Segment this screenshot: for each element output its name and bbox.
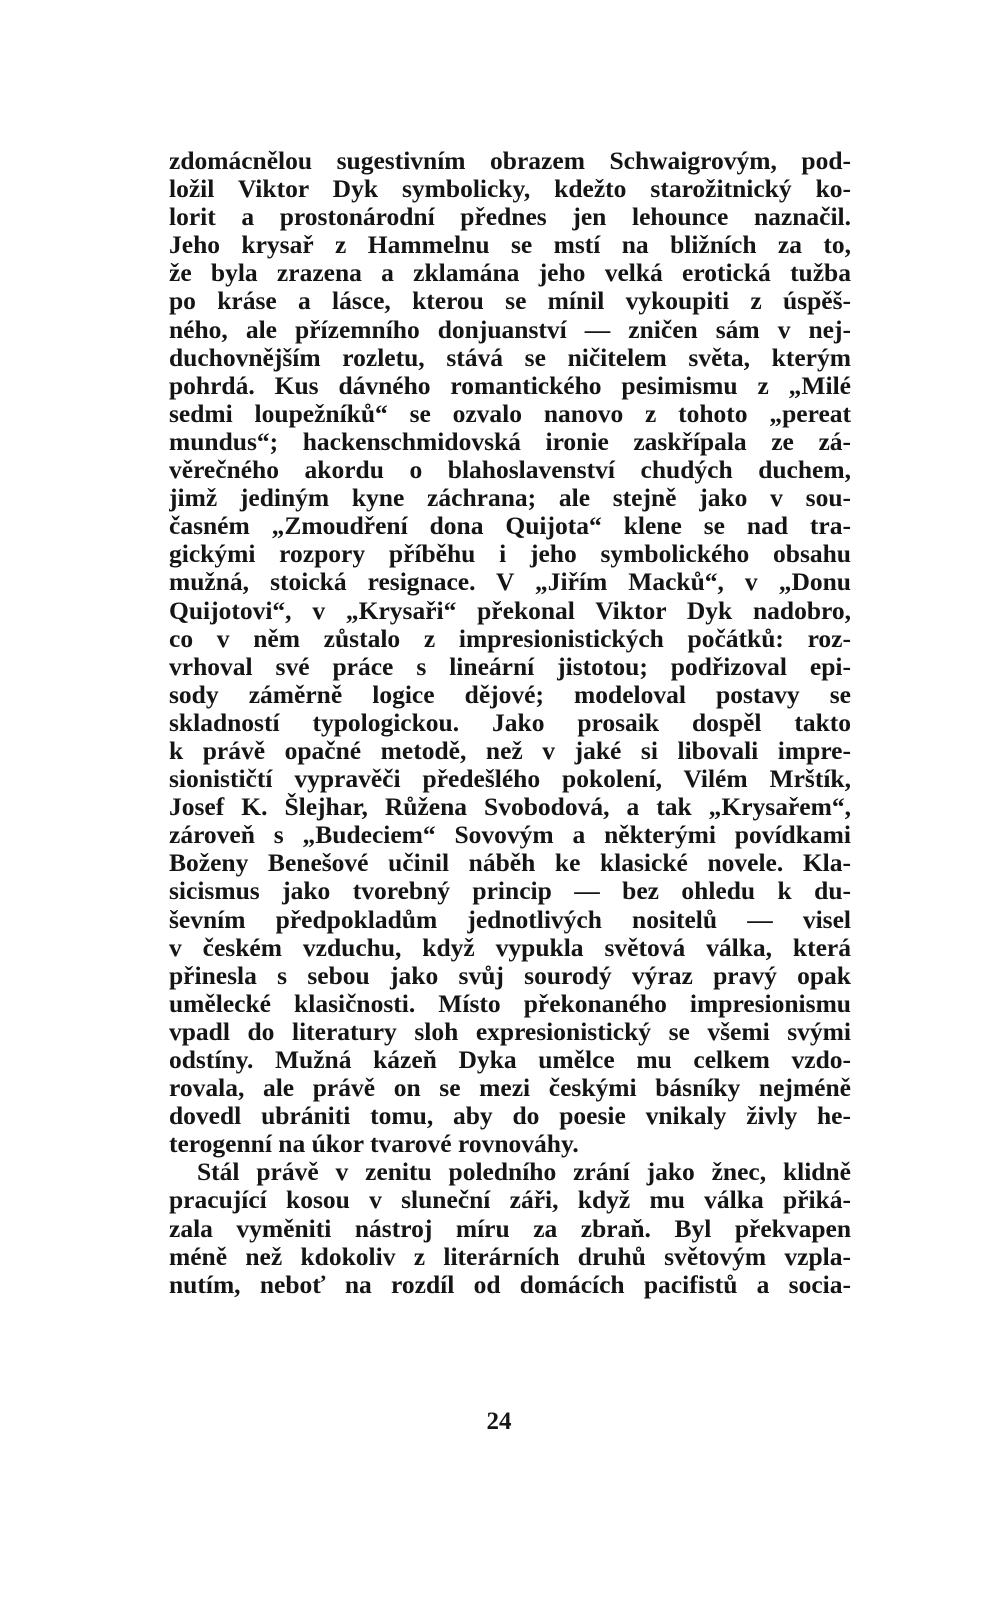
page-number: 24: [486, 1408, 512, 1435]
text-line: sedmi loupežníků“ se ozvalo nanovo z tohoto „pereat: [169, 399, 851, 428]
text-line: mundus“; hackenschmidovská ironie zaskřípala ze zá-: [169, 427, 851, 456]
text-line: zároveň s „Budeciem“ Sovovým a některými povídkami: [169, 821, 851, 850]
text-line: nutím, neboť na rozdíl od domácích pacifistů a socia-: [169, 1270, 851, 1299]
text-line: časném „Zmoudření dona Quijota“ klene se nad tra-: [169, 512, 851, 541]
text-line: umělecké klasičnosti. Místo překonaného impresionismu: [169, 989, 851, 1018]
text-line: jimž jediným kyne záchrana; ale stejně jako v sou-: [169, 484, 851, 513]
text-line: po kráse a lásce, kterou se mínil vykoupiti z úspěš-: [169, 287, 851, 316]
text-line: Josef K. Šlejhar, Růžena Svobodová, a tak „Krysařem“,: [169, 793, 851, 822]
text-line: Stál právě v zenitu poledního zrání jako žnec, klidně: [197, 1158, 851, 1187]
text-line: zala vyměniti nástroj míru za zbraň. Byl překvapen: [169, 1214, 851, 1243]
text-line: dovedl ubrániti tomu, aby do poesie vnikaly živly he-: [169, 1102, 851, 1131]
text-line: zdomácnělou sugestivním obrazem Schwaigrovým, pod-: [169, 147, 851, 175]
text-line: ložil Viktor Dyk symbolicky, kdežto starožitnický ko-: [169, 175, 851, 204]
text-line: méně než kdokoliv z literárních druhů světovým vzpla-: [169, 1242, 851, 1271]
text-line: sionističtí vypravěči předešlého pokolení, Vilém Mrštík,: [169, 765, 851, 794]
text-line: Quijotovi“, v „Krysaři“ překonal Viktor Dyk nadobro,: [169, 596, 851, 625]
text-line: terogenní na úkor tvarové rovnováhy.: [169, 1130, 579, 1159]
text-line: k právě opačné metodě, než v jaké si libovali impre-: [169, 736, 851, 765]
text-line: Jeho krysař z Hammelnu se mstí na bližních za to,: [169, 231, 851, 260]
text-line: duchovnějším rozletu, stává se ničitelem světa, kterým: [169, 343, 851, 372]
text-line: v českém vzduchu, když vypukla světová válka, která: [169, 933, 851, 962]
text-line: sicismus jako tvorebný princip — bez ohledu k du-: [169, 877, 851, 906]
text-line: vrhoval své práce s lineární jistotou; podřizoval epi-: [169, 652, 851, 681]
text-line: přinesla s sebou jako svůj sourodý výraz pravý opak: [169, 961, 851, 990]
text-line: rovala, ale právě on se mezi českými básníky nejméně: [169, 1074, 851, 1103]
text-line: věrečného akordu o blahoslavenství chudých duchem,: [169, 456, 851, 485]
text-line: že byla zrazena a zklamána jeho velká erotická tužba: [169, 259, 851, 288]
text-line: vpadl do literatury sloh expresionistický se všemi svými: [169, 1017, 851, 1046]
text-line: mužná, stoická resignace. V „Jiřím Macků“, v „Donu: [169, 568, 851, 597]
text-line: lorit a prostonárodní přednes jen lehounce naznačil.: [169, 203, 851, 232]
text-line: pohrdá. Kus dávného romantického pesimismu z „Milé: [169, 371, 851, 400]
text-line: skladností typologickou. Jako prosaik dospěl takto: [169, 708, 851, 737]
text-line: pracující kosou v sluneční záři, když mu válka přiká-: [169, 1186, 851, 1215]
text-line: ného, ale přízemního donjuanství — zničen sám v nej-: [169, 315, 851, 344]
text-line: gickými rozpory příběhu i jeho symbolického obsahu: [169, 540, 851, 569]
text-line: odstíny. Mužná kázeň Dyka umělce mu celkem vzdo-: [169, 1046, 851, 1074]
text-line: ševním předpokladům jednotlivých nositelů — visel: [169, 905, 851, 934]
body-text: [169, 147, 851, 1299]
text-line: sody záměrně logice dějové; modeloval postavy se: [169, 680, 851, 709]
text-line: Boženy Benešové učinil náběh ke klasické novele. Kla-: [169, 849, 851, 878]
text-line: co v něm zůstalo z impresionistických počátků: roz-: [169, 624, 851, 653]
